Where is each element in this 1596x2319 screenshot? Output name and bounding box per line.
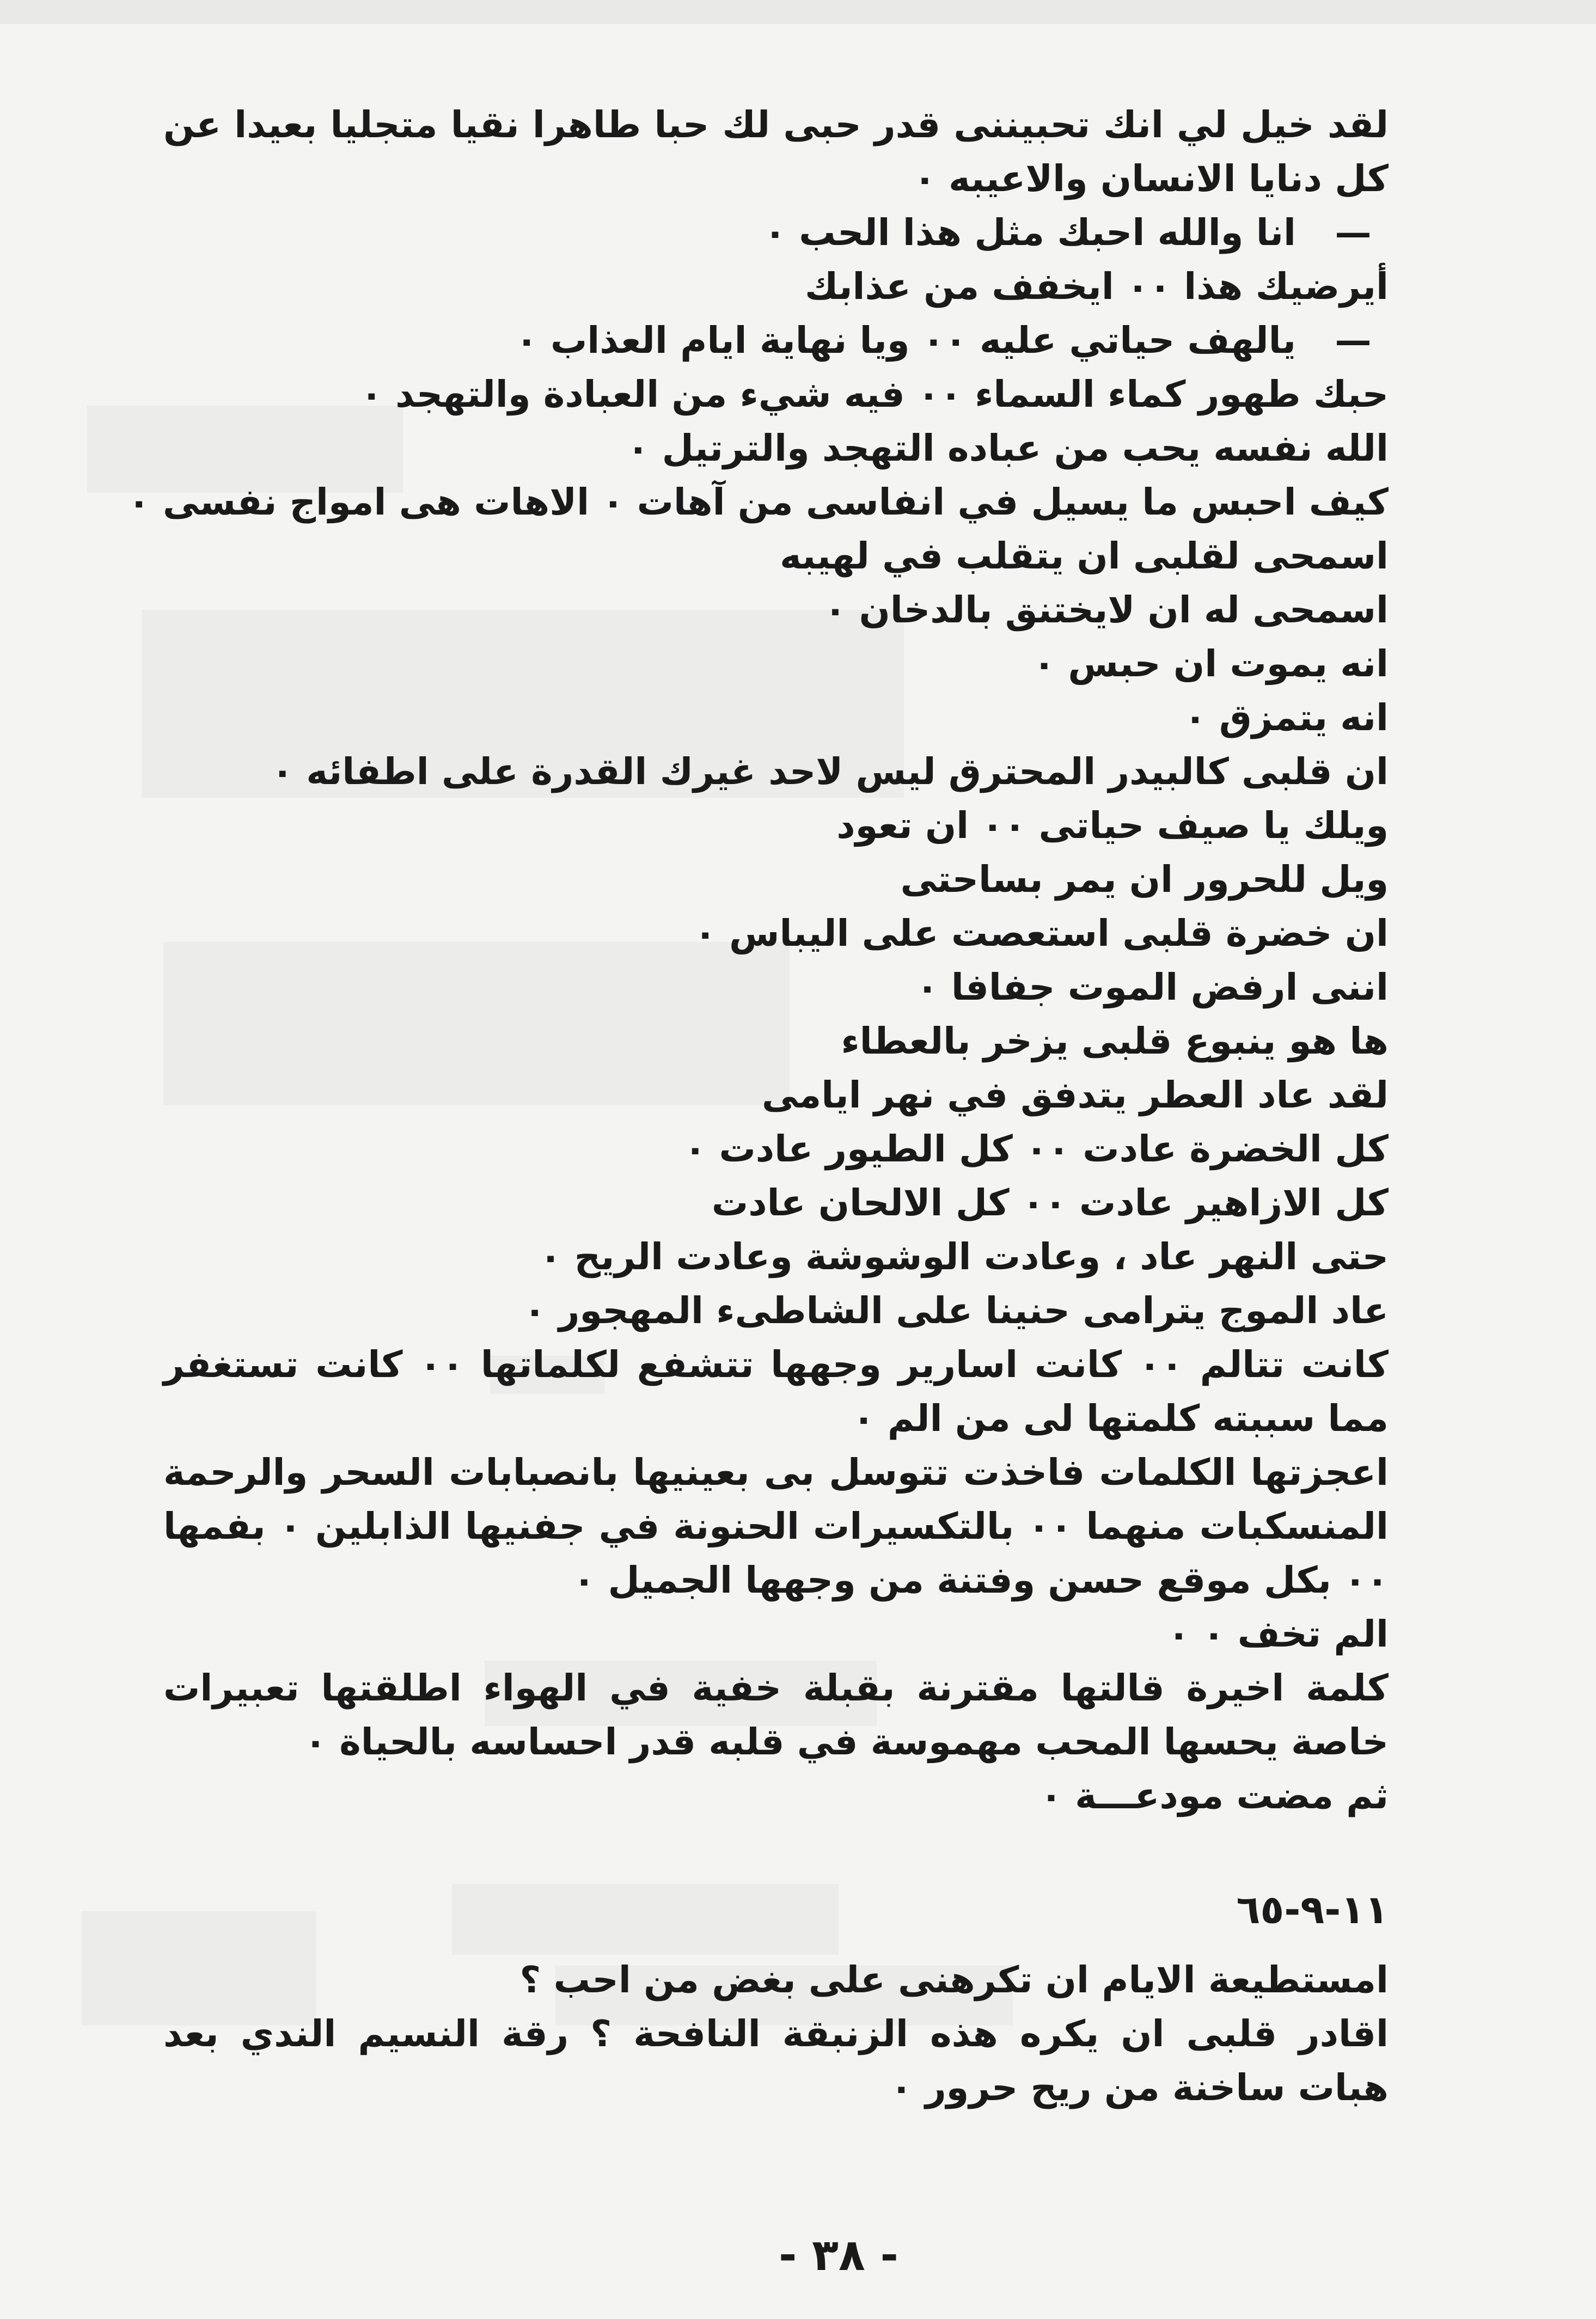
text-line: حبك طهور كماء السماء ٠٠ فيه شيء من العبادة والتهجد ٠ [360, 373, 1389, 415]
text-line: حتى النهر عاد ، وعادت الوشوشة وعادت الريح ٠ [539, 1235, 1389, 1278]
text-line: انه يتمزق ٠ [1184, 696, 1389, 739]
text-line: اسمحى له ان لايختنق بالدخان ٠ [824, 589, 1389, 631]
text-line: ها هو ينبوع قلبى يزخر بالعطاء [841, 1020, 1389, 1062]
text-line: عاد الموج يترامى حنينا على الشاطىء المهجور ٠ [523, 1289, 1389, 1332]
paragraph: لقد خيل لي انك تحبيننى قدر حبى لك حبا طاهرا نقيا متجليا بعيدا عن كل دنايا الانسان والاعيبه ٠ [163, 103, 1389, 200]
text-line: كيف احبس ما يسيل في انفاسى من آهات ٠ الاهات هى امواج نفسى ٠ [127, 481, 1389, 523]
paragraph: كلمة اخيرة قالتها مقترنة بقبلة خفية في الهواء اطلقتها تعبيرات خاصة يحسها المحب مهموسة في قلبه قدر احساسه بالحياة ٠ [163, 1667, 1389, 1763]
dialogue-dash: — [1335, 319, 1372, 362]
text-line: لقد عاد العطر يتدفق في نهر ايامى [762, 1074, 1389, 1116]
date-heading: ١١-٩-٦٥ [1236, 1887, 1389, 1932]
paragraph: كانت تتالم ٠٠ كانت اسارير وجهها تتشفع لكلماتها ٠٠ كانت تستغفر مما سببته كلمتها لى من الم ٠ [163, 1343, 1389, 1440]
text-line: اسمحى لقلبى ان يتقلب في لهيبه [780, 535, 1389, 577]
dialogue-line [163, 314, 1389, 368]
text-line: انه يموت ان حبس ٠ [1033, 643, 1389, 685]
text-line: الم تخف ٠ ٠ [1167, 1613, 1389, 1655]
page-body [127, 98, 1389, 2115]
dialogue-line [163, 206, 1389, 260]
text-line: امستطيعة الايام ان تكرهنى على بغض من احب ؟ [519, 1959, 1389, 2001]
dialogue-text: انا والله احبك مثل هذا الحب ٠ [764, 211, 1296, 254]
text-line: أيرضيك هذا ٠٠ ايخفف من عذابك [804, 265, 1389, 308]
text-line: الله نفسه يحب من عباده التهجد والترتيل ٠ [627, 427, 1389, 469]
text-block [163, 1953, 1389, 2115]
text-line: كل الخضرة عادت ٠٠ كل الطيور عادت ٠ [684, 1128, 1389, 1170]
text-line: كل الازاهير عادت ٠٠ كل الالحان عادت [711, 1182, 1389, 1224]
scan-top-strip [0, 0, 1596, 24]
dialogue-text: يالهف حياتي عليه ٠٠ ويا نهاية ايام العذاب ٠ [515, 319, 1296, 362]
page-number: - ٣٨ - [779, 2230, 898, 2280]
text-line: ويلك يا صيف حياتى ٠٠ ان تعود [836, 804, 1389, 847]
text-line: ويل للحرور ان يمر بساحتى [900, 858, 1389, 901]
paragraph: اعجزتها الكلمات فاخذت تتوسل بى بعينيها بانصبابات السحر والرحمة المنسكبات منهما ٠٠ بالتكسيرات الحنونة في جفنيها الذابلين ٠ بفمها ٠٠ بكل موقع حسن وفتنة من وجهها الجميل ٠ [163, 1451, 1389, 1601]
text-line: اننى ارفض الموت جفافا ٠ [916, 966, 1389, 1008]
text-line: ثم مضت مودعـــة ٠ [1040, 1775, 1389, 1817]
text-line: ان خضرة قلبى استعصت على اليباس ٠ [694, 912, 1389, 954]
dialogue-dash: — [1335, 211, 1372, 254]
text-line: ان قلبى كالبيدر المحترق ليس لاحد غيرك القدرة على اطفائه ٠ [271, 750, 1389, 793]
text-block [127, 98, 1389, 1823]
paragraph: اقادر قلبى ان يكره هذه الزنبقة النافحة ؟ رقة النسيم الندي بعد هبات ساخنة من ريح حرور ٠ [163, 2012, 1389, 2109]
